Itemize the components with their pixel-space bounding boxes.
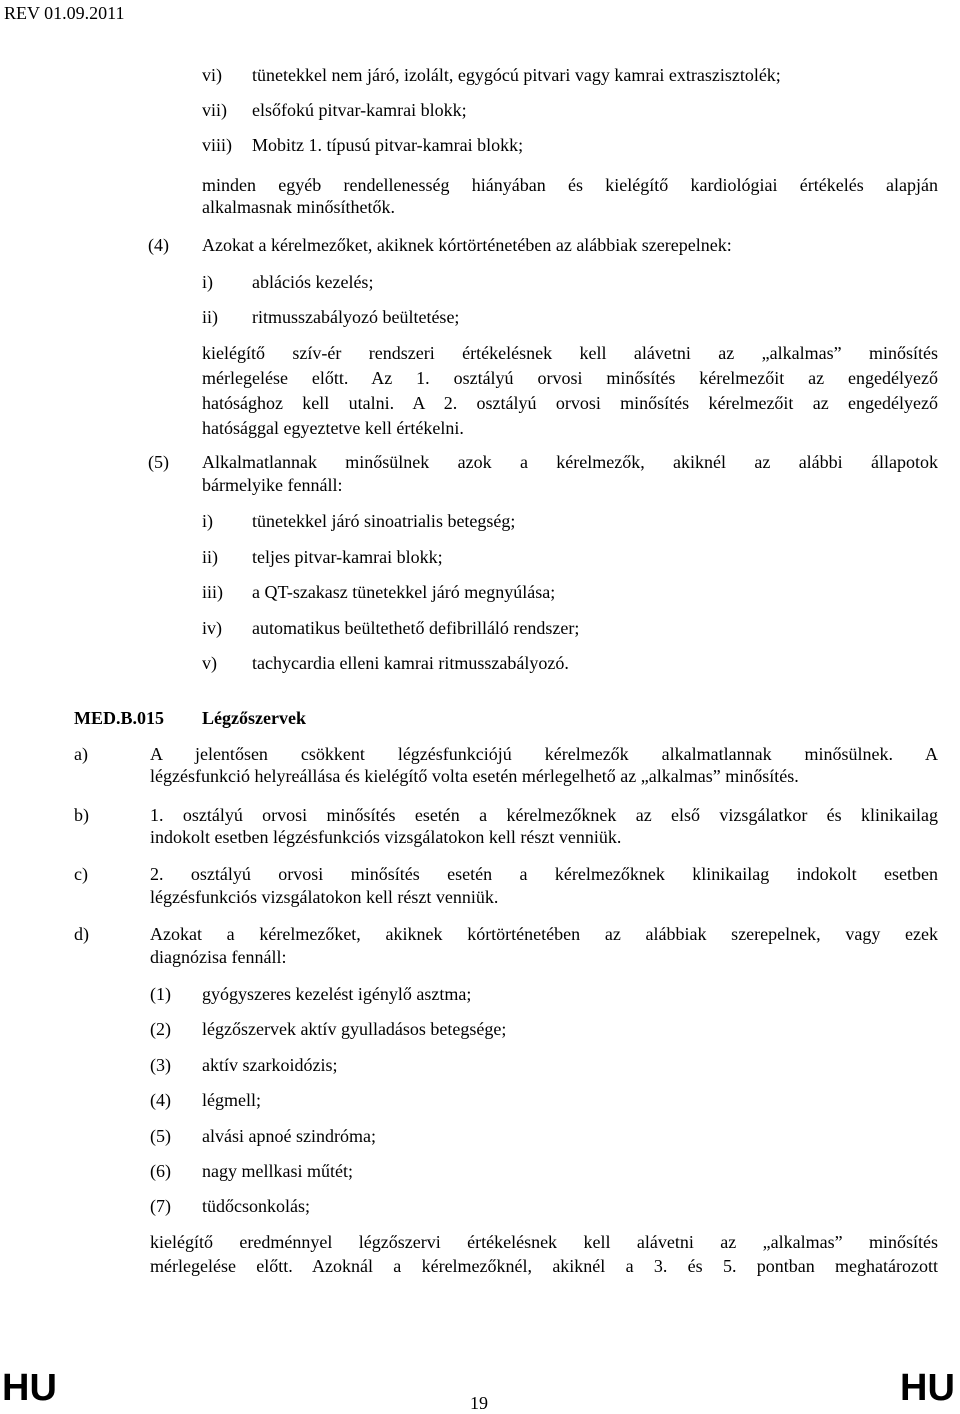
item-label: a) [74, 744, 88, 764]
paragraph-line: Azokat a kérelmezőket, akiknek kórtörténetében az alábbiak szerepelnek, vagy ezek [150, 924, 938, 944]
list-item-text: nagy mellkasi műtét; [202, 1161, 353, 1181]
list-item-number: (7) [150, 1196, 171, 1216]
list-item-text: tachycardia elleni kamrai ritmusszabályozó. [252, 653, 569, 673]
paragraph-line: 1. osztályú orvosi minősítés esetén a kérelmezőknek az első vizsgálatkor és klinikailag [150, 805, 938, 825]
list-item-number: viii) [202, 135, 232, 155]
list-item-number: (2) [150, 1019, 171, 1039]
list-item-text: teljes pitvar-kamrai blokk; [252, 547, 443, 567]
paragraph-line: bármelyike fennáll: [202, 475, 343, 495]
list-item-number: (4) [150, 1090, 171, 1110]
paragraph-line: hatósággal egyeztetve kell értékelni. [202, 418, 464, 438]
list-item-text: légzőszervek aktív gyulladásos betegsége; [202, 1019, 507, 1039]
footer-language-left: HU [2, 1367, 57, 1409]
revision-header: REV 01.09.2011 [4, 3, 125, 23]
page-number: 19 [470, 1393, 488, 1413]
list-item-text: ablációs kezelés; [252, 272, 374, 292]
list-item-number: iv) [202, 618, 222, 638]
section-intro: Azokat a kérelmezőket, akiknek kórtörténetében az alábbiak szerepelnek: [202, 235, 732, 255]
paragraph-line: Alkalmatlannak minősülnek azok a kérelmezők, akiknél az alábbi állapotok [202, 452, 938, 472]
paragraph-line: A jelentősen csökkent légzésfunkciójú kérelmezők alkalmatlannak minősülnek. A [150, 744, 938, 764]
list-item-number: iii) [202, 582, 223, 602]
paragraph-line: alkalmasnak minősíthetők. [202, 197, 395, 217]
paragraph-line: 2. osztályú orvosi minősítés esetén a kérelmezőknek klinikailag indokolt esetben [150, 864, 938, 884]
paragraph-line: mérlegelése előtt. Azoknál a kérelmezőknél, akiknél a 3. és 5. pontban meghatározott [150, 1256, 938, 1276]
list-item-number: (3) [150, 1055, 171, 1075]
list-item-number: (6) [150, 1161, 171, 1181]
item-label: d) [74, 924, 89, 944]
list-item-text: automatikus beültethető defibrilláló rendszer; [252, 618, 580, 638]
paragraph-line: légzésfunkciós vizsgálatokon kell részt venniük. [150, 887, 499, 907]
list-item-number: ii) [202, 547, 218, 567]
list-item-text: légmell; [202, 1090, 261, 1110]
paragraph-line: minden egyéb rendellenesség hiányában és kielégítő kardiológiai értékelés alapján [202, 175, 938, 195]
list-item-text: Mobitz 1. típusú pitvar-kamrai blokk; [252, 135, 524, 155]
list-item-number: ii) [202, 307, 218, 327]
list-item-text: a QT-szakasz tünetekkel járó megnyúlása; [252, 582, 556, 602]
section-number: (5) [148, 452, 169, 472]
list-item-text: ritmusszabályozó beültetése; [252, 307, 460, 327]
list-item-number: i) [202, 272, 213, 292]
list-item-number: v) [202, 653, 217, 673]
list-item-number: vii) [202, 100, 227, 120]
paragraph-line: mérlegelése előtt. Az 1. osztályú orvosi minősítés kérelmezőit az engedélyező [202, 368, 938, 388]
footer-language-right: HU [900, 1367, 955, 1409]
section-title: Légzőszervek [202, 708, 306, 728]
list-item-number: (1) [150, 984, 171, 1004]
list-item-number: (5) [150, 1126, 171, 1146]
item-label: b) [74, 805, 89, 825]
section-number: (4) [148, 235, 169, 255]
list-item-number: vi) [202, 65, 222, 85]
paragraph-line: kielégítő szív-ér rendszeri értékelésnek kell alávetni az „alkalmas” minősítés [202, 343, 938, 363]
paragraph-line: diagnózisa fennáll: [150, 947, 287, 967]
list-item-text: aktív szarkoidózis; [202, 1055, 338, 1075]
paragraph-line: indokolt esetben légzésfunkciós vizsgálatokon kell részt venniük. [150, 827, 622, 847]
paragraph-line: hatósághoz kell utalni. A 2. osztályú orvosi minősítés kérelmezőit az engedélyező [202, 393, 938, 413]
list-item-number: i) [202, 511, 213, 531]
list-item-text: tünetekkel járó sinoatrialis betegség; [252, 511, 516, 531]
list-item-text: gyógyszeres kezelést igénylő asztma; [202, 984, 472, 1004]
list-item-text: alvási apnoé szindróma; [202, 1126, 376, 1146]
item-label: c) [74, 864, 88, 884]
paragraph-line: légzésfunkció helyreállása és kielégítő volta esetén mérlegelhető az „alkalmas” minősítés. [150, 766, 799, 786]
paragraph-line: kielégítő eredménnyel légzőszervi értékelésnek kell alávetni az „alkalmas” minősítés [150, 1232, 938, 1252]
section-code: MED.B.015 [74, 708, 164, 728]
list-item-text: tünetekkel nem járó, izolált, egygócú pitvari vagy kamrai extraszisztolék; [252, 65, 781, 85]
list-item-text: tüdőcsonkolás; [202, 1196, 310, 1216]
list-item-text: elsőfokú pitvar-kamrai blokk; [252, 100, 467, 120]
